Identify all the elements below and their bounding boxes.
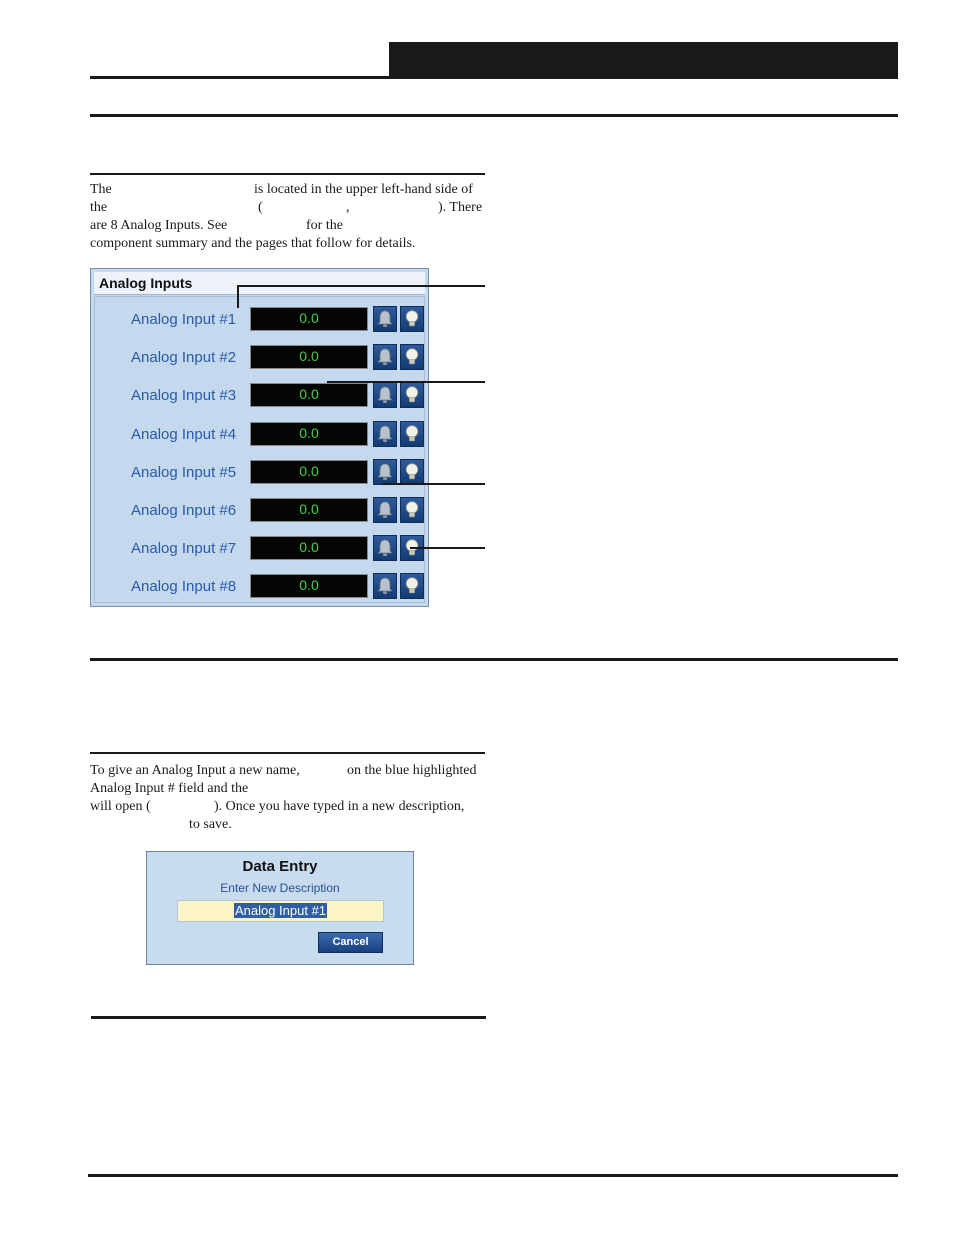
- analog-input-label[interactable]: Analog Input #8: [131, 578, 237, 596]
- callout-alarm: [383, 483, 485, 485]
- para1-line2-end: ). There: [438, 200, 483, 215]
- analog-input-value: 0.0: [250, 498, 368, 522]
- analog-input-row: [95, 496, 428, 526]
- analog-inputs-title: Analog Inputs: [99, 275, 193, 291]
- alarm-button[interactable]: [373, 535, 397, 561]
- analog-input-label[interactable]: Analog Input #5: [131, 463, 237, 481]
- para1-line2-paren-open: (: [258, 200, 263, 215]
- analog-input-value: 0.0: [250, 383, 368, 407]
- para1-line1-start: The: [90, 182, 112, 197]
- para2-line3-end: ). Once you have typed in a new description,: [214, 799, 465, 814]
- analog-input-value: 0.0: [250, 574, 368, 598]
- analog-input-label[interactable]: Analog Input #6: [131, 502, 237, 519]
- rename-description: [90, 762, 485, 842]
- alarm-button[interactable]: [373, 382, 397, 408]
- section-rule-2: [90, 658, 898, 661]
- analog-input-row: [95, 572, 428, 602]
- para2-line3-start: will open (: [90, 799, 151, 814]
- analog-input-row: [95, 420, 428, 450]
- header-left-rule: [90, 76, 390, 79]
- override-button[interactable]: [400, 573, 424, 599]
- analog-input-label[interactable]: Analog Input #3: [131, 387, 237, 405]
- analog-input-row: [95, 534, 428, 564]
- para1-line3-end: for the: [306, 218, 343, 233]
- analog-input-label[interactable]: Analog Input #1: [131, 311, 237, 328]
- callout-override: [410, 547, 485, 549]
- analog-input-label[interactable]: Analog Input #2: [131, 349, 237, 367]
- analog-input-label[interactable]: Analog Input #4: [131, 425, 237, 443]
- analog-input-row: [95, 458, 428, 488]
- analog-input-value: 0.0: [250, 307, 368, 331]
- data-entry-dialog: [146, 851, 414, 965]
- analog-inputs-panel: [90, 268, 429, 607]
- description-input-value: Analog Input #1: [234, 903, 327, 918]
- callout-value: [327, 381, 485, 383]
- analog-inputs-title-bar: [94, 272, 425, 295]
- para1-line2-start: the: [90, 200, 108, 215]
- para2-line1-start: To give an Analog Input a new name,: [90, 763, 300, 778]
- alarm-button[interactable]: [373, 459, 397, 485]
- analog-input-value: 0.0: [250, 422, 368, 446]
- para2-line2: Analog Input # field and the: [90, 781, 249, 796]
- analog-input-value: 0.0: [250, 536, 368, 560]
- alarm-button[interactable]: [373, 421, 397, 447]
- callout-label: [237, 285, 485, 287]
- para1-line1-end: is located in the upper left-hand side of: [254, 182, 473, 197]
- override-button[interactable]: [400, 421, 424, 447]
- callout-label-stem: [237, 285, 239, 308]
- analog-inputs-description: [90, 181, 485, 261]
- override-button[interactable]: [400, 459, 424, 485]
- dialog-title: Data Entry: [242, 858, 318, 875]
- subsection-rule-1: [90, 173, 485, 175]
- analog-input-row: [95, 305, 428, 335]
- header-bar: [389, 42, 898, 79]
- para1-line2-comma: ,: [346, 200, 350, 215]
- para1-line3-start: are 8 Analog Inputs. See: [90, 218, 228, 233]
- analog-input-value: 0.0: [250, 345, 368, 369]
- analog-inputs-list: [94, 296, 425, 603]
- alarm-button[interactable]: [373, 344, 397, 370]
- section-rule-1: [90, 114, 898, 117]
- analog-input-row: [95, 343, 428, 373]
- override-button[interactable]: [400, 382, 424, 408]
- footer-rule: [88, 1174, 898, 1177]
- subsection-rule-2: [90, 752, 485, 754]
- para2-line1-end: on the blue highlighted: [347, 763, 477, 778]
- override-button[interactable]: [400, 344, 424, 370]
- cancel-button[interactable]: Cancel: [318, 932, 383, 953]
- description-input[interactable]: [177, 900, 384, 922]
- override-button[interactable]: [400, 497, 424, 523]
- override-button[interactable]: [400, 306, 424, 332]
- alarm-button[interactable]: [373, 497, 397, 523]
- alarm-button[interactable]: [373, 573, 397, 599]
- analog-input-label[interactable]: Analog Input #7: [131, 540, 237, 558]
- alarm-button[interactable]: [373, 306, 397, 332]
- analog-input-row: [95, 381, 428, 411]
- analog-input-value: 0.0: [250, 460, 368, 484]
- dialog-subtitle: Enter New Description: [220, 881, 340, 895]
- para1-line4: component summary and the pages that follow for details.: [90, 236, 416, 251]
- para2-line4: to save.: [189, 817, 232, 832]
- subsection-rule-3: [91, 1016, 486, 1019]
